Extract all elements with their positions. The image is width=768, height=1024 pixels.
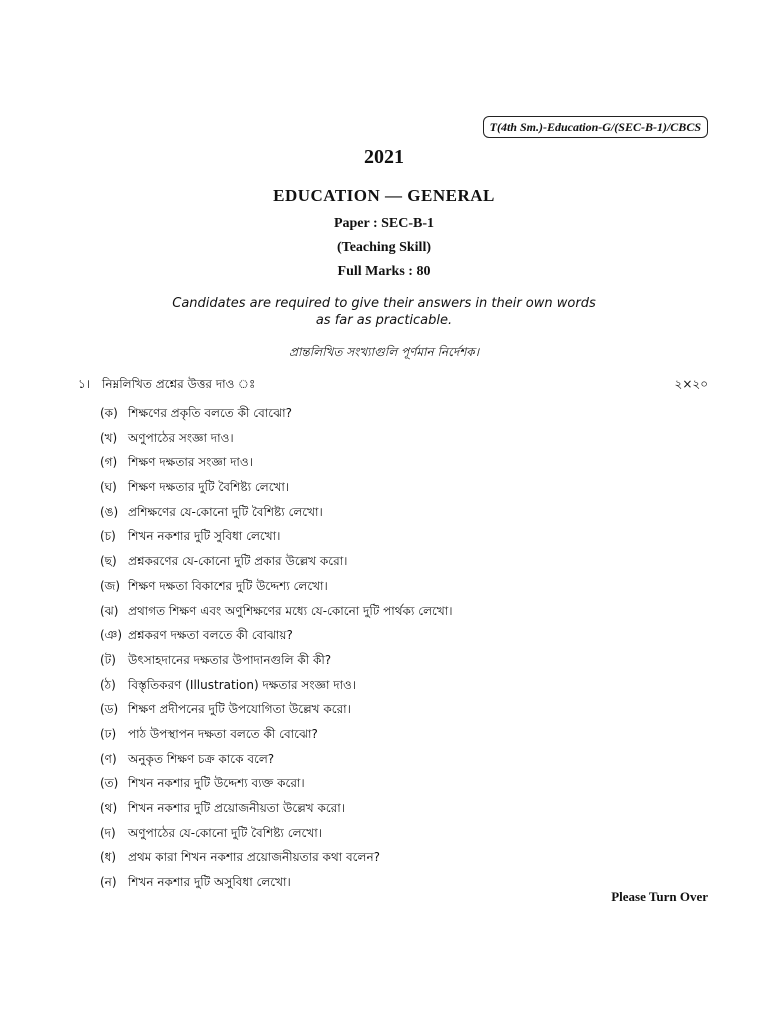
- question-item: [100, 747, 660, 772]
- item-label: (ঞ): [100, 628, 123, 643]
- question-item: [100, 870, 660, 895]
- item-label: (ত): [100, 776, 119, 791]
- item-text: প্রশিক্ষণের যে-কোনো দুটি বৈশিষ্ট্য লেখো।: [128, 504, 323, 519]
- item-text: প্রশ্নকরণের যে-কোনো দুটি প্রকার উল্লেখ করো।: [128, 554, 348, 569]
- item-label: (জ): [100, 578, 121, 593]
- item-label: (খ): [100, 430, 118, 445]
- question-item: [100, 524, 660, 549]
- question-text: নিম্নলিখিত প্রশ্নের উত্তর দাও ঃ: [102, 377, 256, 391]
- question-item: [100, 845, 660, 870]
- item-label: (গ): [100, 455, 118, 470]
- question-item: [100, 475, 660, 500]
- question-item: [100, 722, 660, 747]
- item-text: শিক্ষণ দক্ষতার দুটি বৈশিষ্ট্য লেখো।: [128, 480, 290, 495]
- item-label: (চ): [100, 529, 116, 544]
- item-text: প্রথম কারা শিখন নকশার প্রয়োজনীয়তার কথা বলেন?: [128, 850, 380, 865]
- item-text: অনুকৃত শিক্ষণ চক্র কাকে বলে?: [128, 751, 275, 766]
- question-item: [100, 574, 660, 599]
- item-label: (ঘ): [100, 480, 117, 495]
- item-label: (ঢ): [100, 726, 117, 741]
- question-item: [100, 648, 660, 673]
- item-label: (ঠ): [100, 677, 116, 692]
- question-item: [100, 599, 660, 624]
- question-item: [100, 500, 660, 525]
- item-label: (ধ): [100, 850, 117, 865]
- question-item: [100, 821, 660, 846]
- item-label: (ণ): [100, 751, 117, 766]
- item-label: (ড): [100, 702, 119, 717]
- question-item: [100, 771, 660, 796]
- item-text: প্রশ্নকরণ দক্ষতা বলতে কী বোঝায়?: [128, 628, 293, 643]
- item-label: (ন): [100, 875, 117, 890]
- question-item: [100, 549, 660, 574]
- item-text: প্রথাগত শিক্ষণ এবং অণুশিক্ষণের মধ্যে যে-কোনো দুটি পার্থক্য লেখো।: [128, 603, 453, 618]
- margin-note: প্রান্তলিখিত সংখ্যাগুলি পূর্ণমান নির্দেশক।: [288, 345, 479, 359]
- please-turn-over: Please Turn Over: [611, 889, 708, 904]
- question-item: [100, 796, 660, 821]
- question-item: [100, 697, 660, 722]
- item-label: (ক): [100, 406, 118, 420]
- item-label: (ছ): [100, 554, 117, 569]
- item-text: শিখন নকশার দুটি প্রয়োজনীয়তা উল্লেখ করো।: [128, 801, 346, 815]
- item-text: শিক্ষণের প্রকৃতি বলতে কী বোঝো?: [128, 406, 293, 420]
- item-text: বিস্তৃতিকরণ (Illustration) দক্ষতার সংজ্ঞা দাও।: [128, 677, 357, 692]
- question-item: [100, 401, 660, 426]
- item-text: শিক্ষণ দক্ষতা বিকাশের দুটি উদ্দেশ্য লেখো।: [128, 578, 328, 593]
- item-text: শিখন নকশার দুটি অসুবিধা লেখো।: [128, 875, 291, 890]
- question-item: [100, 623, 660, 648]
- item-label: (থ): [100, 801, 118, 815]
- question-items: [100, 401, 660, 895]
- item-label: (দ): [100, 825, 116, 840]
- item-text: শিখন নকশার দুটি উদ্দেশ্য ব্যক্ত করো।: [128, 776, 305, 791]
- exam-year: 2021: [364, 146, 404, 168]
- item-label: (ঝ): [100, 603, 119, 618]
- item-text: পাঠ উপস্থাপন দক্ষতা বলতে কী বোঝো?: [128, 726, 318, 741]
- question-header: [78, 376, 708, 396]
- item-text: উৎসাহদানের দক্ষতার উপাদানগুলি কী কী?: [128, 652, 332, 667]
- instruction-line-1: Candidates are required to give their answers in their own words: [172, 296, 596, 311]
- item-label: (ঙ): [100, 504, 119, 519]
- item-text: শিক্ষণ প্রদীপনের দুটি উপযোগিতা উল্লেখ করো।: [128, 702, 351, 717]
- subject-title: EDUCATION — GENERAL: [273, 186, 495, 205]
- item-text: শিক্ষণ দক্ষতার সংজ্ঞা দাও।: [128, 455, 254, 470]
- paper-number: Paper : SEC-B-1: [333, 216, 435, 231]
- item-text: অণুপাঠের যে-কোনো দুটি বৈশিষ্ট্য লেখো।: [128, 825, 322, 840]
- item-text: অণুপাঠের সংজ্ঞা দাও।: [128, 430, 234, 445]
- question-item: [100, 450, 660, 475]
- item-text: শিখন নকশার দুটি সুবিধা লেখো।: [128, 529, 281, 544]
- paper-code: T(4th Sm.)-Education-G/(SEC-B-1)/CBCS: [483, 116, 708, 138]
- paper-subtitle: (Teaching Skill): [336, 240, 431, 255]
- question-number: ১।: [78, 377, 91, 391]
- question-marks: ২×২০: [674, 377, 708, 391]
- question-item: [100, 426, 660, 451]
- question-item: [100, 673, 660, 698]
- instruction-line-2: as far as practicable.: [315, 313, 453, 328]
- full-marks: Full Marks : 80: [337, 264, 431, 279]
- item-label: (ট): [100, 652, 116, 667]
- instructions: [0, 295, 768, 329]
